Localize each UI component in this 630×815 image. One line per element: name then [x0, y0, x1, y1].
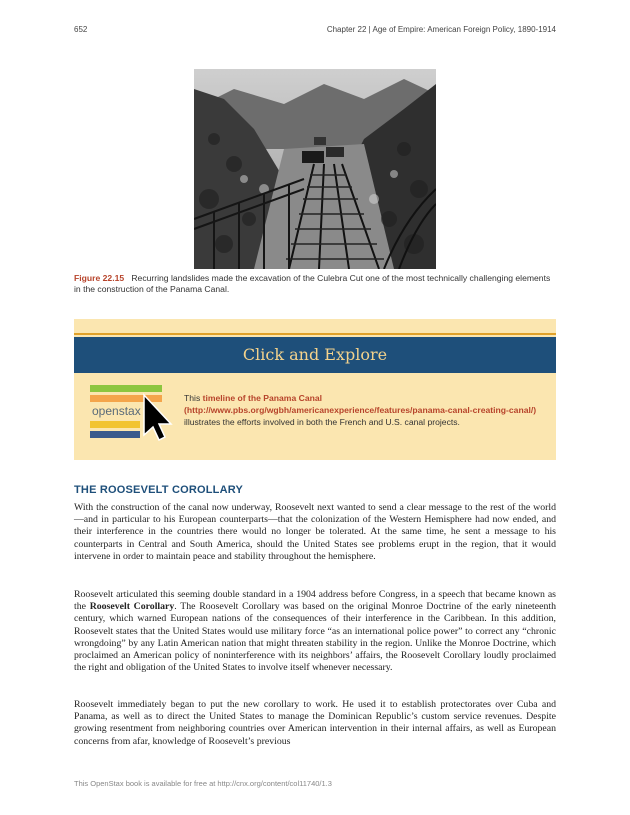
p2-after: . The Roosevelt Corollary was based on the original Monroe Doctrine of the early nineteenth century, which warned European nations of the consequences of their interference in the Caribbean. In this addition, Roosevelt states that the United States would use military force “as an international police power” to correct any “chronic wrongdoing” by any Latin American nation that might threaten stability in the region. Unlike the Monroe Doctrine, which proclaimed an American policy of noninterference with its neighbors’ affairs, the Roosevelt Corollary loudly proclaimed the right and obligation of the United States to involve itself whenever necessary.	[74, 601, 556, 674]
figure-caption-text: Recurring landslides made the excavation of the Culebra Cut one of the most technically challenging elements in the construction of the Panama Canal.	[74, 273, 551, 294]
svg-text:openstax: openstax	[92, 404, 141, 418]
body-paragraph-1: With the construction of the canal now underway, Roosevelt next wanted to send a clear message to the rest of the world—and in particular to his European counterparts—that the colonization of the Western Hemisphere had now ended, and their interference in the countries there would no longer be tolerated. At the same time, he sent a message to his counterparts in Central and South America, should the United States see problems erupt in the region, that it would intervene in order to maintain peace and stability throughout the hemisphere.	[74, 502, 556, 562]
feature-desc-after: illustrates the efforts involved in both the French and U.S. canal projects.	[184, 417, 460, 427]
p2-before: Roosevelt articulated this seeming double standard in a 1904 address before Congress, in a speech that became known as the	[74, 589, 556, 613]
figure-caption	[74, 273, 556, 295]
feature-top-bar	[74, 319, 556, 335]
page-number: 652	[74, 25, 88, 34]
click-and-explore-box	[74, 319, 556, 460]
body-paragraph-2	[74, 589, 556, 674]
feature-desc-before: This	[184, 393, 203, 403]
openstax-logo	[88, 383, 184, 443]
roosevelt-corollary-term: Roosevelt Corollary	[89, 601, 175, 613]
page-footer: This OpenStax book is available for free at http://cnx.org/content/col11740/1.3	[74, 779, 332, 788]
section-title: THE ROOSEVELT COROLLARY	[74, 484, 243, 496]
culebra-cut-photo	[194, 69, 436, 269]
feature-description	[184, 392, 544, 428]
figure-label: Figure 22.15	[74, 273, 125, 283]
feature-title: Click and Explore	[242, 345, 388, 364]
body-paragraph-3: Roosevelt immediately began to put the new corollary to work. He used it to establish protectorates over Cuba and Panama, as well as to direct the United States to manage the Dominican Republic’s custom service revenues. Despite growing resentment from neighboring countries over American intervention in their internal affairs, as well as European concerns from afar, knowledge of Roosevelt’s previous	[74, 699, 556, 747]
chapter-header: Chapter 22 | Age of Empire: American Foreign Policy, 1890-1914	[326, 25, 556, 34]
panama-canal-timeline-link[interactable]: timeline of the Panama Canal (http://www.pbs.org/wgbh/americanexperience/features/panama-canal-creating-canal/)	[184, 393, 537, 415]
